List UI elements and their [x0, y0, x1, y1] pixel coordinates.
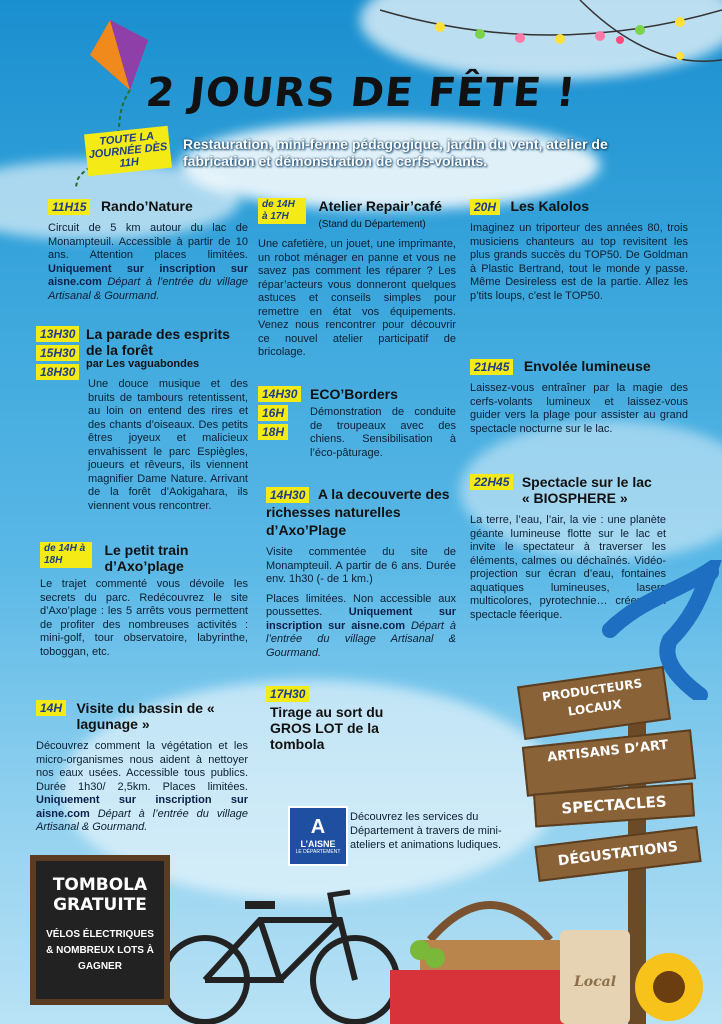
event-desc: Laissez-vous entraîner par la magie des cerfs-volants lumineux et laissez-vous guider vers la plage pour assister au grand spectacle nocturne sur le lac. [470, 382, 688, 435]
market-bag [560, 930, 630, 1024]
event-desc [266, 593, 456, 661]
desc-text: Circuit de 5 km autour du lac de Monampteuil. Accessible à partir de 10 ans. Attention places limitées. [48, 222, 248, 261]
event-title: Rando’Nature [100, 198, 193, 214]
event-desc: Une douce musique et des bruits de tambours retentissent, au loin on entend des rires et des chants d’oiseaux. Des petits êtres joyeux et malicieux envahissent le parc Espiègles, joueurs et rêveurs, ils viennent magnifier Dame Nature. Arrivant de la forêt d’Aokigahara, ils viennent vous rencontrer. [88, 378, 248, 512]
event-desc: Une cafetière, un jouet, une imprimante, un robot ménager en panne et vous ne savez pas comment les réparer ? Les répar’acteurs vous donneront quelques astuces et conseils simples pour remettre en état vos équipements. Venez nous rencontrer pour découvrir ce nouvel atelier participatif de bricolage. [258, 238, 456, 358]
time-badge: de 14H à 18H [40, 542, 92, 568]
time-badges [258, 386, 301, 443]
laisne-info: Découvrez les services du Département à travers de mini-ateliers et animations ludiques. [350, 811, 502, 851]
time-badge: de 14H à 17H [258, 198, 306, 224]
registration-link[interactable]: Uniquement sur inscription sur aisne.com [48, 262, 248, 288]
event-decouverte [266, 486, 456, 660]
all-day-badge: TOUTE LA JOURNÉE DÈS 11H [84, 126, 172, 177]
registration-link[interactable]: Uniquement sur inscription sur aisne.com [36, 794, 248, 820]
event-title: ECO’Borders [310, 386, 398, 402]
event-title: Visite du bassin de « lagunage » [76, 700, 215, 732]
tombola-prizes: VÉLOS ÉLECTRIQUES & NOMBREUX LOTS À GAGNER [46, 929, 154, 972]
tombola-title: TOMBOLA GRATUITE [52, 875, 148, 915]
time-badge: 17H30 [266, 686, 309, 702]
event-subtitle: par Les vaguabondes [86, 358, 200, 370]
sign-artisans: ARTISANS D’ART [522, 729, 696, 796]
laisne-logo: A L’AISNE LE DÉPARTEMENT [288, 806, 348, 866]
event-desc [36, 740, 248, 835]
event-tombola-draw [266, 686, 456, 754]
event-desc: Le trajet commenté vous dévoile les secrets du parc. Redécouvrez le site d’Axo’plage : les 5 arrêts vous permettent de profiter des nombreuses activités : mini-golf, tour observatoire, labyrinthe, toboggan, etc. [40, 578, 248, 658]
time-badge: 15H30 [36, 345, 79, 361]
sign-degustations: DÉGUSTATIONS [534, 826, 701, 882]
desc-text: Places limitées. Non accessible aux poussettes. [266, 592, 456, 618]
event-title: Les Kalolos [510, 198, 590, 214]
time-badge: 13H30 [36, 326, 79, 342]
sunflower-icon [632, 950, 706, 1024]
time-badge: 14H30 [258, 386, 301, 402]
sign-producteurs: PRODUCTEURS LOCAUX [517, 666, 671, 740]
all-day-text: Restauration, mini-ferme pédagogique, jardin du vent, atelier de fabrication et démonstration de cerfs-volants. [183, 136, 608, 169]
time-badge: 22H45 [470, 474, 513, 490]
logo-subtext: LE DÉPARTEMENT [295, 849, 341, 855]
time-badge: 21H45 [470, 359, 513, 375]
event-title: Atelier Repair’café [318, 198, 442, 214]
time-badges [36, 326, 79, 383]
event-title: Le petit train d’Axo’plage [104, 542, 189, 574]
time-badge: 18H [258, 424, 288, 440]
event-title: Tirage au sort du GROS LOT de la tombola [270, 704, 384, 752]
time-badge: 16H [258, 405, 288, 421]
meeting-place: Départ à l’entrée du village Artisanal & Gourmand. [48, 276, 248, 302]
event-desc [48, 222, 248, 303]
event-kalolos [470, 198, 688, 303]
event-eco [258, 386, 456, 460]
event-title: La parade des esprits de la forêt [86, 326, 230, 358]
time-badge: 14H [36, 700, 66, 716]
event-train [40, 542, 248, 659]
event-rando [48, 198, 248, 303]
sign-spectacles: SPECTACLES [533, 782, 695, 827]
event-title: Spectacle sur le lac « BIOSPHERE » [521, 474, 652, 506]
bicycle-icon [150, 880, 410, 1024]
time-badge: 18H30 [36, 364, 79, 380]
tombola-board [30, 855, 170, 1005]
page-title: 2 JOURS DE FÊTE ! [143, 70, 579, 116]
bag-label: Local [573, 974, 617, 990]
meeting-place: Départ à l’entrée du village Artisanal & Gourmand. [36, 807, 249, 833]
desc-text: Découvrez comment la végétation et les micro-organismes nous aident à nettoyer nos eaux usées. Accessible tous publics. Durée 1h30/ 2,5km. Places limitées. [36, 740, 248, 793]
event-subtitle: (Stand du Département) [318, 219, 426, 230]
time-badge: 11H15 [48, 199, 90, 215]
event-envolee [470, 358, 688, 436]
registration-link[interactable]: Uniquement sur inscription sur aisne.com [266, 606, 456, 632]
event-desc: La terre, l’eau, l’air, la vie : une planète géante lumineuse flotte sur le lac et invite le spectateur à traverser les éléments, calmes ou déchaînés. Vidéo-projection sur écran d’eau, fontaines aquatiques lumineuses, lasers multicolores, pyrotechnie… créent un spectacle féerique. [470, 514, 666, 621]
event-lagunage [36, 700, 248, 835]
event-desc: Imaginez un triporteur des années 80, trois musiciens chanteurs au top revisitent les plus grands succès du TOP50. De Goldman à Plastic Bertrand, tout le monde y passe. Même Desireless est de la partie. Allez les p’tits loups, c’est le TOP50. [470, 222, 688, 302]
time-badge: 14H30 [266, 487, 309, 503]
event-title: A la decouverte des richesses naturelles d’Axo’Plage [266, 486, 450, 538]
event-parade [36, 326, 248, 513]
event-repair [258, 198, 456, 360]
meeting-place: Départ à l’entrée du village Artisanal & Gourmand. [266, 619, 456, 659]
event-desc: Visite commentée du site de Monampteuil. A partir de 6 ans. Durée env. 1h30 (- de 1 km.) [266, 546, 456, 585]
time-badge: 20H [470, 199, 500, 215]
event-title: Envolée lumineuse [523, 358, 651, 374]
event-desc: Démonstration de conduite de troupeaux avec des chiens. Sensibilisation à l’éco-pâturage. [310, 406, 456, 459]
logo-text: L’AISNE [300, 839, 336, 849]
